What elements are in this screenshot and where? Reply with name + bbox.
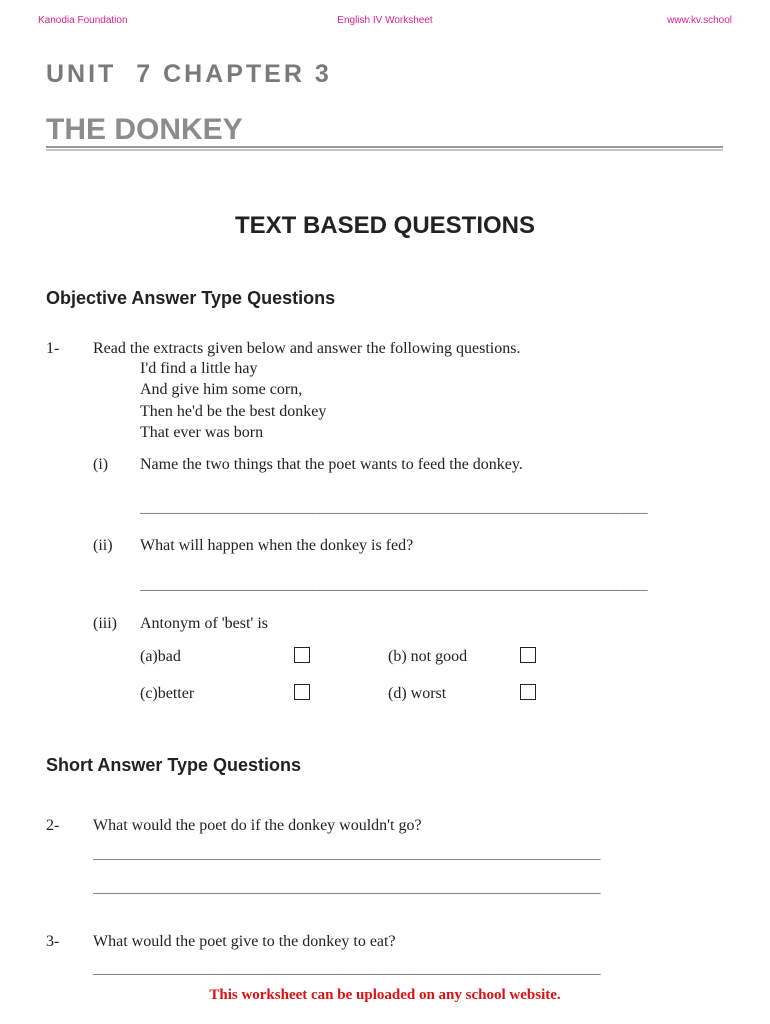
header-left: Kanodia Foundation	[38, 15, 128, 26]
answer-line[interactable]: _________________________________________________________________	[93, 847, 601, 863]
option-b-label: (b) not good	[388, 648, 468, 665]
subq-number: (ii)	[93, 537, 113, 554]
extract-line: I'd find a little hay	[140, 360, 258, 377]
section-title: TEXT BASED QUESTIONS	[234, 212, 536, 239]
q1-instruction: Read the extracts given below and answer the following questions.	[93, 340, 521, 357]
extract-line: Then he'd be the best donkey	[140, 403, 327, 420]
subq-number: (iii)	[93, 615, 117, 632]
header-center: English IV Worksheet	[337, 15, 433, 26]
subq-text: What will happen when the donkey is fed?	[140, 537, 414, 554]
extract-line: And give him some corn,	[140, 381, 303, 398]
option-c-checkbox[interactable]	[294, 684, 310, 700]
objective-heading: Objective Answer Type Questions	[46, 288, 336, 308]
short-heading: Short Answer Type Questions	[46, 755, 302, 775]
q1-number: 1-	[46, 340, 60, 357]
footer-note: This worksheet can be uploaded on any school website.	[209, 987, 561, 1003]
option-a-label: (a)bad	[140, 648, 181, 665]
subq-text: Antonym of 'best' is	[140, 615, 268, 632]
option-a-checkbox[interactable]	[294, 647, 310, 663]
answer-line[interactable]: _________________________________________________________________	[140, 578, 648, 594]
answer-line[interactable]: _________________________________________________________________	[93, 962, 601, 978]
chapter-title: THE DONKEY	[46, 113, 243, 146]
answer-line[interactable]: _________________________________________________________________	[140, 501, 648, 517]
title-divider	[46, 146, 723, 148]
subq-text: Name the two things that the poet wants to feed the donkey.	[140, 456, 523, 473]
option-b-checkbox[interactable]	[520, 647, 536, 663]
subq-number: (i)	[93, 456, 109, 473]
option-d-checkbox[interactable]	[520, 684, 536, 700]
q3-text: What would the poet give to the donkey to eat?	[93, 933, 396, 950]
q3-number: 3-	[46, 933, 60, 950]
title-divider-shadow	[46, 149, 723, 151]
option-c-label: (c)better	[140, 685, 195, 702]
answer-line[interactable]: _________________________________________________________________	[93, 881, 601, 897]
option-d-label: (d) worst	[388, 685, 447, 702]
q2-number: 2-	[46, 817, 60, 834]
q2-text: What would the poet do if the donkey wouldn't go?	[93, 817, 422, 834]
extract-line: That ever was born	[140, 424, 264, 441]
unit-label: UNIT 7 CHAPTER 3	[46, 60, 332, 88]
header-right: www.kv.school	[667, 15, 732, 26]
